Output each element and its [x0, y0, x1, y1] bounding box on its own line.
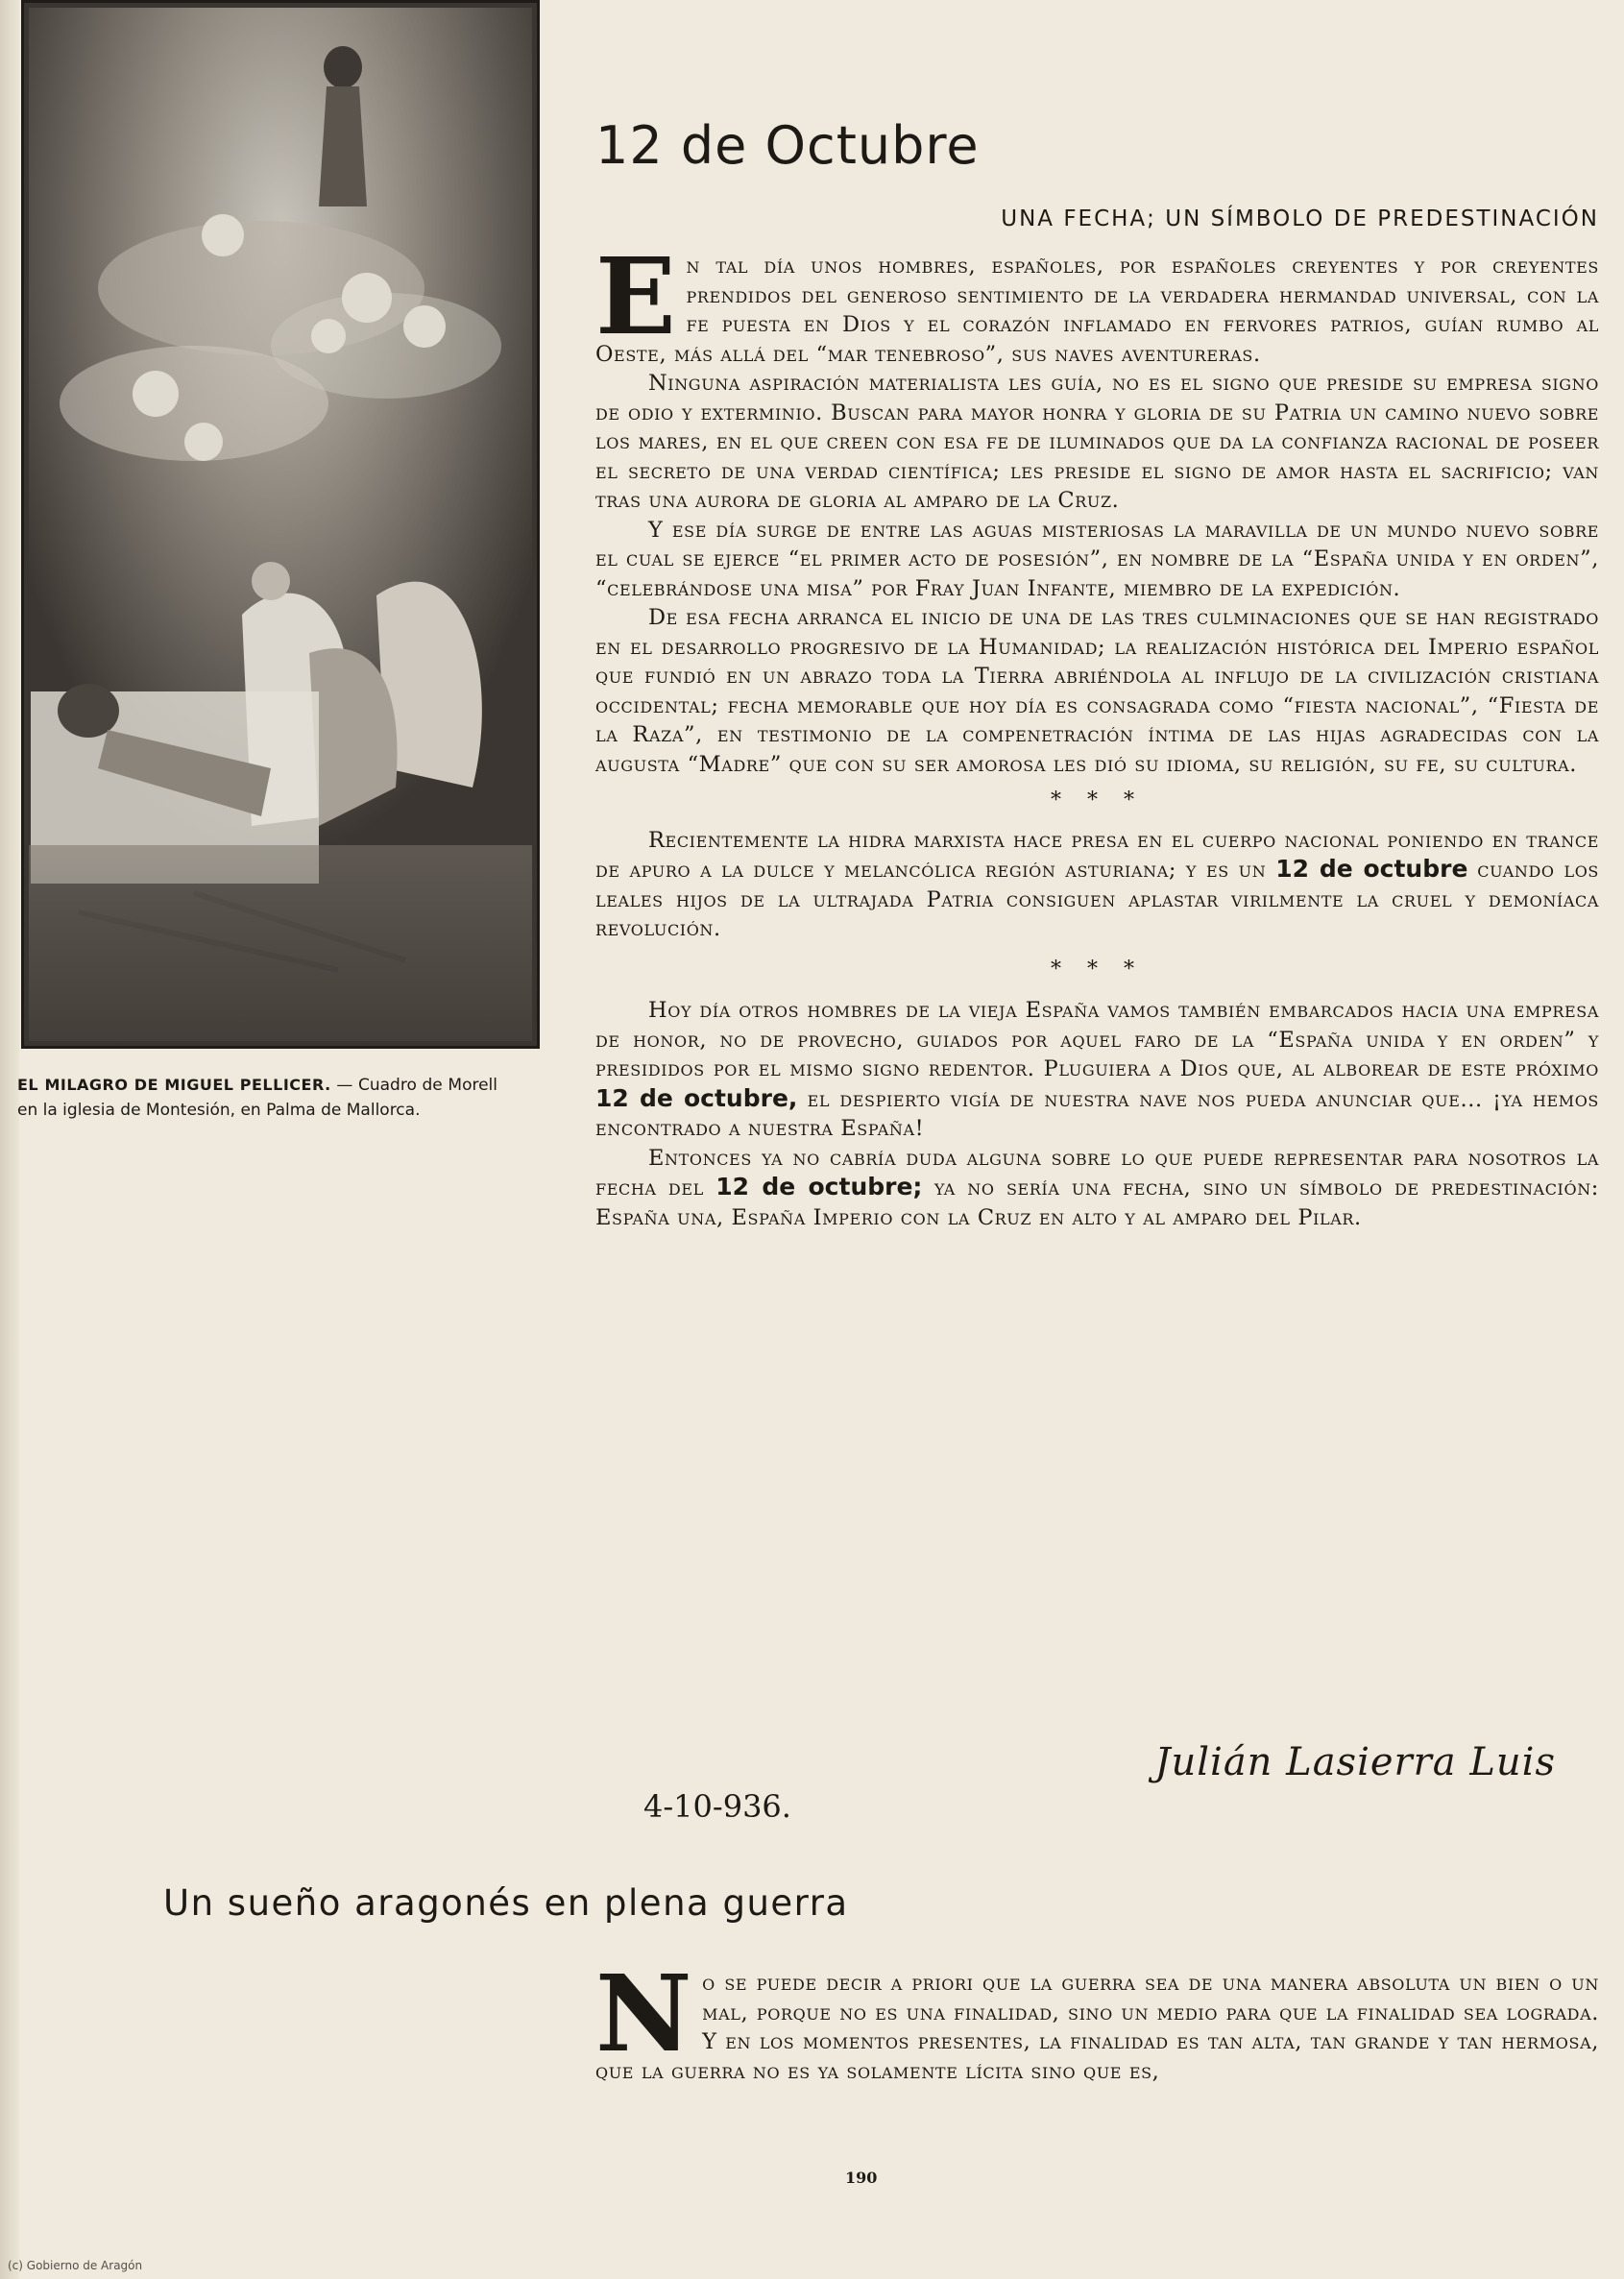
page-number: 190: [845, 2169, 878, 2187]
paragraph-6-text-b: el despierto vigía de nuestra nave nos pueda anunciar que... ¡ya hemos encontrado a nuestra España!: [595, 1086, 1599, 1141]
highlight-date-3: 12 de octubre;: [715, 1173, 923, 1200]
painting-caption: [17, 1074, 497, 1123]
copyright-notice: (c) Gobierno de Aragón: [8, 2259, 143, 2272]
virgin-figure: [319, 46, 367, 206]
paragraph-1-text: n tal día unos hombres, españoles, por españoles creyentes y por creyentes prendidos del generoso sentimiento de la verdadera hermandad universal, con la fe puesta en Dios y el corazón inflamado en fervores patrios, guían rumbo al Oeste, más allá del “mar tenebroso”, sus naves aventureras.: [595, 254, 1599, 367]
second-drop-cap: N: [595, 1952, 693, 2075]
page-binding: [0, 0, 19, 2279]
paragraph-2: Ninguna aspiración materialista les guía, no es el signo que preside su empresa signo de odio y exterminio. Buscan para mayor honra y gloria de su Patria un camino nuevo sobre los mares, en el que creen con esa fe de iluminados que da la confianza racional de poseer el secreto de una verdad científica; les preside el signo de amor hasta el sacrificio; van tras una aurora de gloria al amparo de la Cruz.: [595, 371, 1599, 513]
article-body: [595, 234, 1599, 1232]
painting-image: [21, 0, 540, 1049]
second-paragraph-1: [595, 1952, 1599, 2086]
second-paragraph-1-text: o se puede decir a priori que la guerra sea de una manera absoluta un bien o un mal, porque no es una finalidad, sino un medio para que la finalidad sea lograda. Y en los momentos presentes, la finalidad es tan alta, tan grande y tan hermosa, que la guerra no es ya solamente lícita sino que es,: [595, 1971, 1599, 2084]
paragraph-6-text-a: Hoy día otros hombres de la vieja España vamos también embarcados hacia una empresa de honor, no de provecho, guiados por aquel faro de la “España unida y en orden” y presididos por el mismo signo redentor. Pluguiera a Dios que, al alborear de este próximo: [595, 998, 1599, 1081]
paragraph-7: [595, 1144, 1599, 1233]
drop-cap: E: [595, 234, 677, 358]
article-title: 12 de Octubre: [595, 115, 980, 176]
paragraph-6: [595, 996, 1599, 1144]
paragraph-5-text-a: Recientemente la hidra marxista hace presa en el cuerpo nacional poniendo en trance de apuro a la dulce y melancólica región asturiana; y es un: [595, 827, 1599, 883]
caption-text: — Cuadro de Morell en la iglesia de Montesión, en Palma de Mallorca.: [17, 1076, 498, 1120]
painting-illustration: [21, 0, 540, 1049]
paragraph-5-text-b: cuando los leales hijos de la ultrajada Patria consiguen aplastar virilmente la cruel y demoníaca revolución.: [595, 858, 1599, 941]
second-article-body: [595, 1952, 1599, 2086]
highlight-date-2: 12 de octubre,: [595, 1083, 798, 1112]
second-article-title: Un sueño aragonés en plena guerra: [163, 1882, 849, 1924]
paragraph-3: Y ese día surge de entre las aguas misteriosas la maravilla de un mundo nuevo sobre el cual se ejerce “el primer acto de posesión”, en nombre de la “España unida y en orden”, “celebrándose una misa” por Fray Juan Infante, miembro de la expedición.: [595, 517, 1599, 601]
paragraph-7-text-b: ya no sería una fecha, sino un símbolo de predestinación: España una, España Imperio con la Cruz en alto y al amparo del Pilar.: [595, 1176, 1599, 1230]
article-subtitle: UNA FECHA; UN SÍMBOLO DE PREDESTINACIÓN: [1001, 206, 1599, 231]
section-separator-1: * * *: [1051, 788, 1144, 812]
caption-title: EL MILAGRO DE MIGUEL PELLICER.: [17, 1076, 331, 1094]
paragraph-7-text-a: Entonces ya no cabría duda alguna sobre lo que puede representar para nosotros la fecha del: [595, 1145, 1599, 1200]
section-separator-2: * * *: [1051, 957, 1144, 982]
highlight-date-1: 12 de octubre: [1275, 855, 1468, 883]
author-signature: Julián Lasierra Luis: [1154, 1740, 1556, 1784]
paragraph-1: [595, 234, 1599, 369]
paragraph-5: [595, 826, 1599, 944]
paragraph-4: De esa fecha arranca el inicio de una de las tres culminaciones que se han registrado en el desarrollo progresivo de la Humanidad; la realización histórica del Imperio español que fundió en un abrazo toda la Tierra abriéndola al influjo de la civilización cristiana occidental; fecha memorable que hoy día es consagrada como “fiesta nacional”, “Fiesta de la Raza”, en testimonio de la compenetración íntima de las hijas agradecidas con la augusta “Madre” que con su ser amorosa les dió su idioma, su religión, su fe, su cultura.: [595, 605, 1599, 777]
article-date: 4-10-936.: [643, 1788, 791, 1825]
